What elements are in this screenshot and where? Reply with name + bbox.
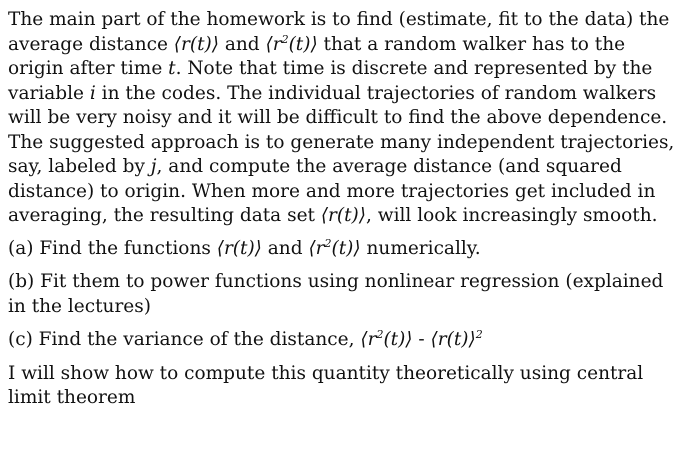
avg-r-symbol: ⟨r(t)⟩ — [173, 33, 219, 55]
item-c — [8, 328, 692, 353]
avg-r2-symbol: $⟨r^2(t)⟩$ — [360, 328, 413, 350]
avg-r-squared-symbol: ⟨r(t)⟩$^2$ — [430, 328, 483, 350]
intro-paragraph — [8, 8, 692, 229]
i-symbol: i — [89, 82, 96, 104]
t-symbol: t — [168, 58, 176, 79]
item-b-line-1: (b) Fit them to power functions using nonlinear regression (explained — [8, 271, 664, 292]
item-a-line: (a) Find the functions ⟨r(t)⟩ and $⟨r^2(t)⟩$ numerically. — [8, 236, 481, 259]
avg-r-symbol: ⟨r(t)⟩ — [320, 205, 366, 226]
item-b — [8, 270, 692, 319]
avg-r-symbol: ⟨r(t)⟩ — [216, 237, 262, 259]
j-symbol: j — [150, 156, 157, 177]
avg-r2-symbol: $⟨r^2(t)⟩$ — [265, 32, 318, 55]
intro-line-5: will be very noisy and it will be difficult to find the above dependence. — [8, 107, 668, 128]
intro-line-7: say, labeled by j, and compute the average distance (and squared — [8, 156, 622, 177]
intro-line-3: origin after time t. Note that time is discrete and represented by the — [8, 58, 653, 79]
intro-line-4: variable i in the codes. The individual trajectories of random walkers — [8, 82, 657, 104]
item-c-line: (c) Find the variance of the distance, $⟨r^2(t)⟩$ - ⟨r(t)⟩$^2$ — [8, 328, 483, 350]
intro-line-6: The suggested approach is to generate many independent trajectories, — [8, 131, 675, 153]
intro-line-9: averaging, the resulting data set ⟨r(t)⟩, will look increasingly smooth. — [8, 205, 658, 226]
intro-line-1: The main part of the homework is to find (estimate, fit to the data) the — [8, 9, 670, 30]
item-b-line-2: in the lectures) — [8, 295, 151, 317]
closing-line-1: I will show how to compute this quantity theoretically using central — [8, 362, 644, 384]
intro-line-2: average distance ⟨r(t)⟩ and $⟨r^2(t)⟩$ that a random walker has to the — [8, 32, 626, 55]
closing-line-2: limit theorem — [8, 387, 136, 408]
closing-paragraph — [8, 362, 692, 411]
item-a — [8, 237, 692, 262]
avg-r2-symbol: $⟨r^2(t)⟩$ — [308, 236, 361, 259]
intro-line-8: distance) to origin. When more and more trajectories get included in — [8, 180, 656, 202]
